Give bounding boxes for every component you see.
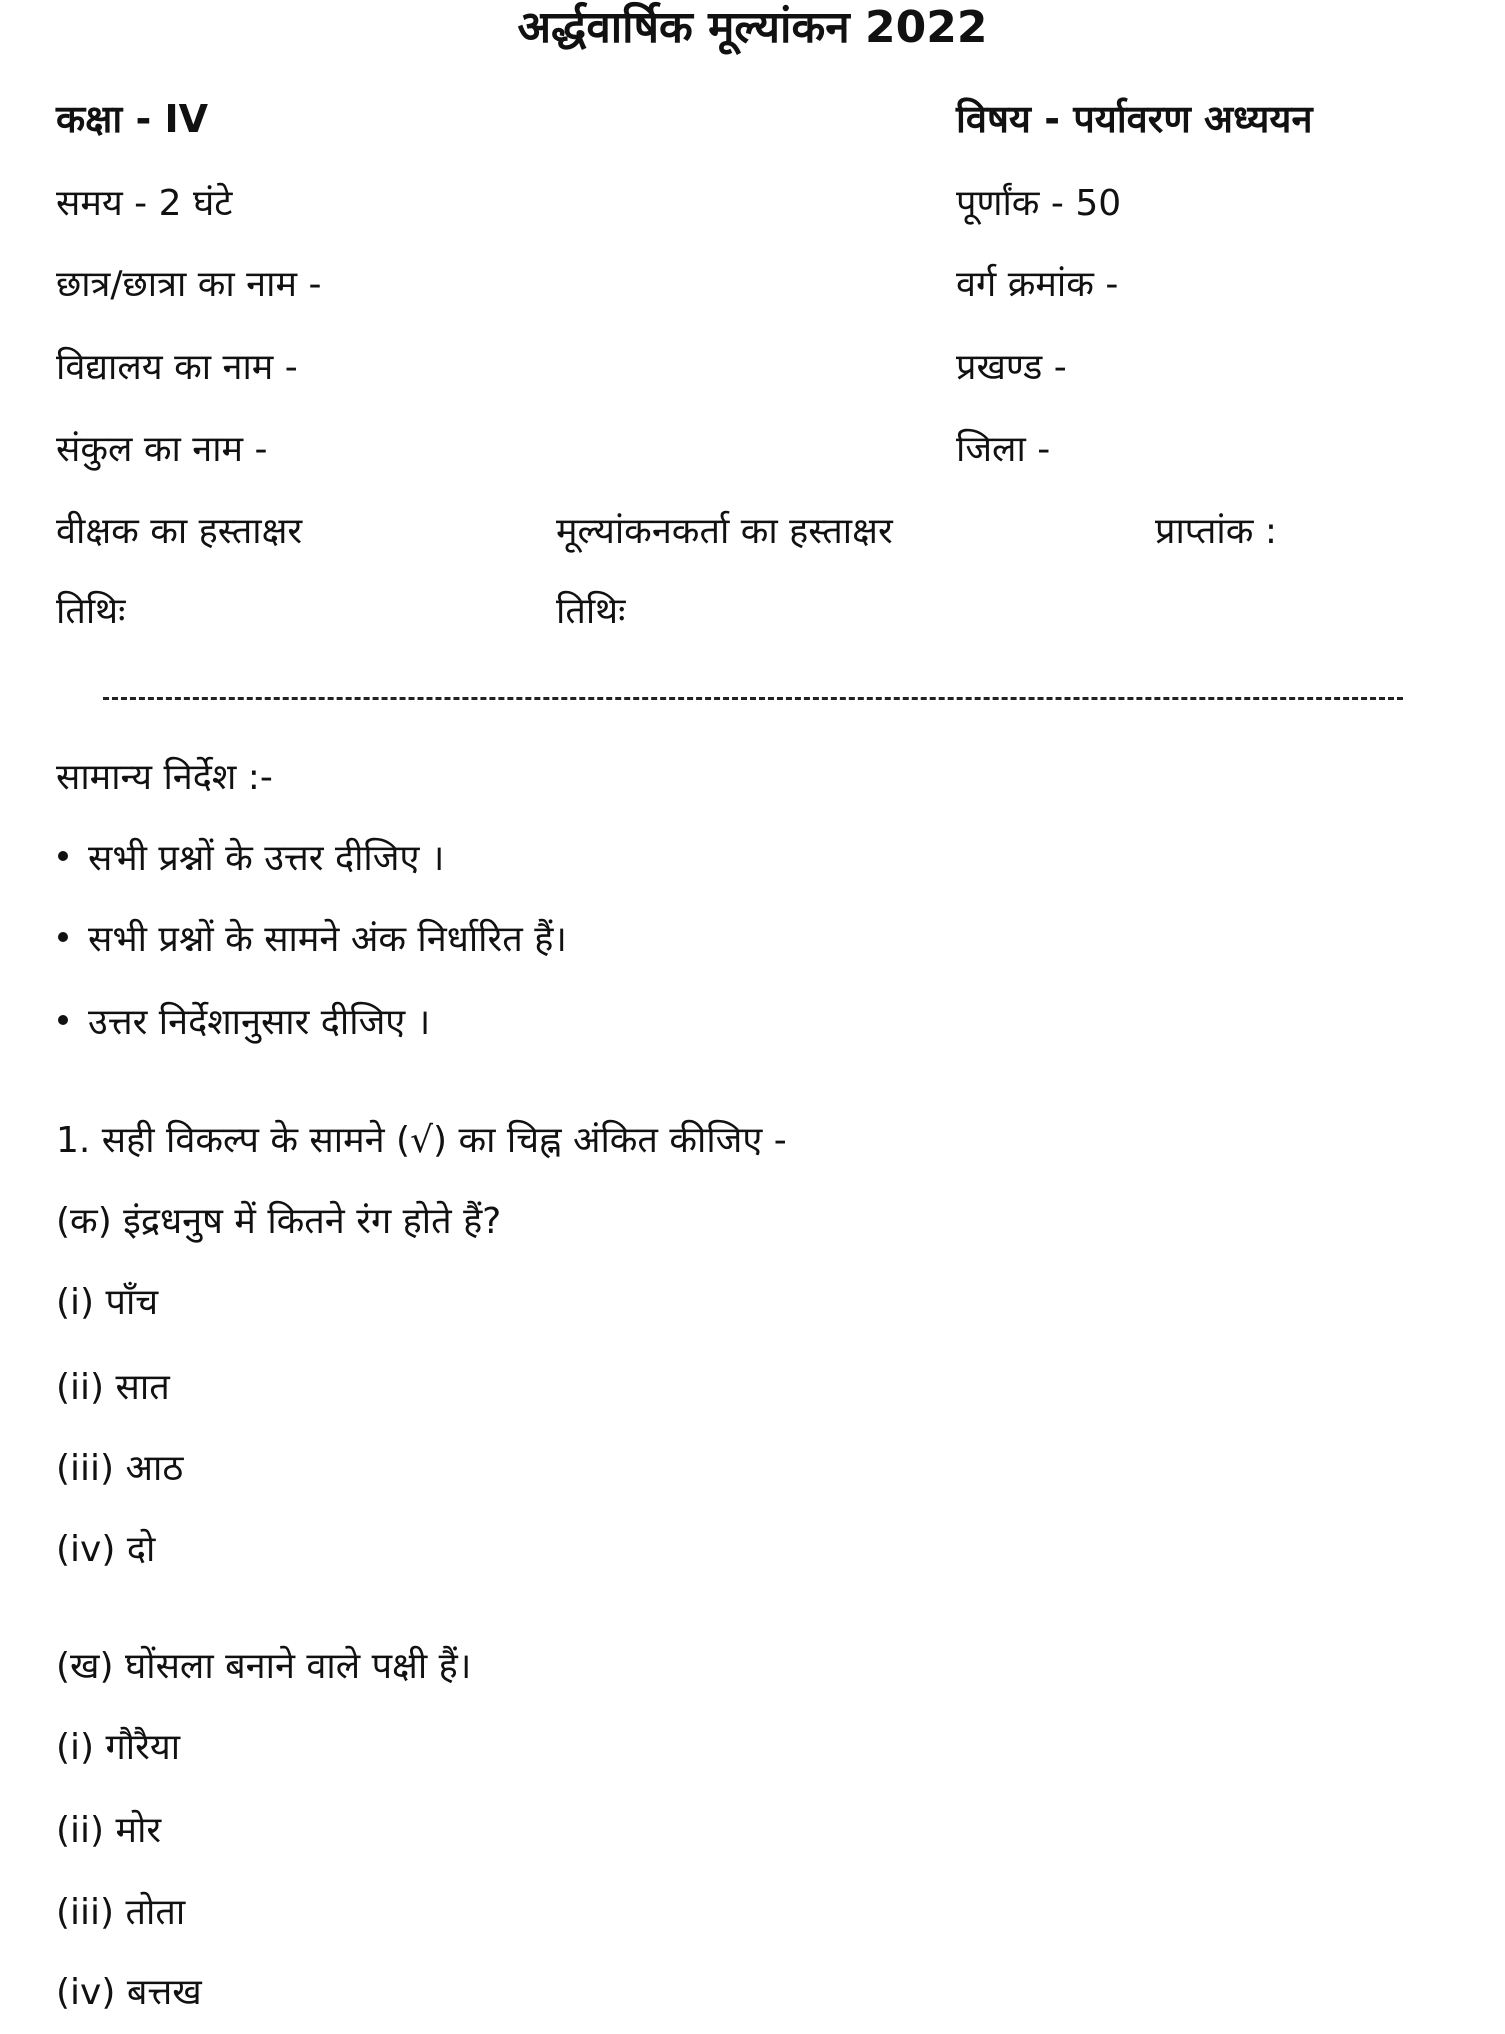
block-label: प्रखण्ड - [956,347,1067,388]
dashed-divider [103,697,1403,700]
roll-no-label: वर्ग क्रमांक - [956,264,1119,305]
time-label: समय - 2 घंटे [56,183,233,224]
option-1b-ii: (ii) मोर [56,1810,162,1851]
question-1-text: 1. सही विकल्प के सामने (√) का चिह्न अंकित कीजिए - [56,1120,787,1161]
instructions-heading: सामान्य निर्देश :- [56,757,273,798]
invigilator-signature-label: वीक्षक का हस्ताक्षर [56,511,303,552]
bullet-icon [58,851,68,861]
marks-obtained-label: प्राप्तांक : [1155,511,1277,552]
option-1b-iii: (iii) तोता [56,1892,186,1933]
option-1b-i: (i) गौरैया [56,1727,181,1768]
option-1a-ii: (ii) सात [56,1367,170,1408]
evaluator-signature-label: मूल्यांकनकर्ता का हस्ताक्षर [556,511,893,552]
bullet-icon [58,932,68,942]
instruction-text: सभी प्रश्नों के सामने अंक निर्धारित हैं। [88,919,567,960]
instruction-text: सभी प्रश्नों के उत्तर दीजिए । [88,838,445,879]
option-1a-iii: (iii) आठ [56,1448,184,1489]
class-label: कक्षा - IV [56,97,209,141]
date-label-invigilator: तिथिः [56,591,126,632]
subject-label: विषय - पर्यावरण अध्ययन [956,97,1313,141]
question-1a-text: (क) इंद्रधनुष में कितने रंग होते हैं? [56,1201,502,1242]
option-1a-i: (i) पाँच [56,1282,159,1323]
student-name-label: छात्र/छात्रा का नाम - [56,264,322,305]
page-title: अर्द्धवार्षिक मूल्यांकन 2022 [517,2,988,53]
instruction-item [58,1002,431,1043]
option-1a-iv: (iv) दो [56,1529,156,1570]
instruction-item [58,838,445,879]
district-label: जिला - [956,429,1051,470]
instruction-item [58,919,567,960]
bullet-icon [58,1015,68,1025]
school-name-label: विद्यालय का नाम - [56,347,298,388]
option-1b-iv: (iv) बत्तख [56,1972,202,2013]
instruction-text: उत्तर निर्देशानुसार दीजिए । [88,1002,431,1043]
date-label-evaluator: तिथिः [556,591,626,632]
question-1b-text: (ख) घोंसला बनाने वाले पक्षी हैं। [56,1646,472,1687]
full-marks-label: पूर्णांक - 50 [956,183,1122,224]
cluster-name-label: संकुल का नाम - [56,429,268,470]
